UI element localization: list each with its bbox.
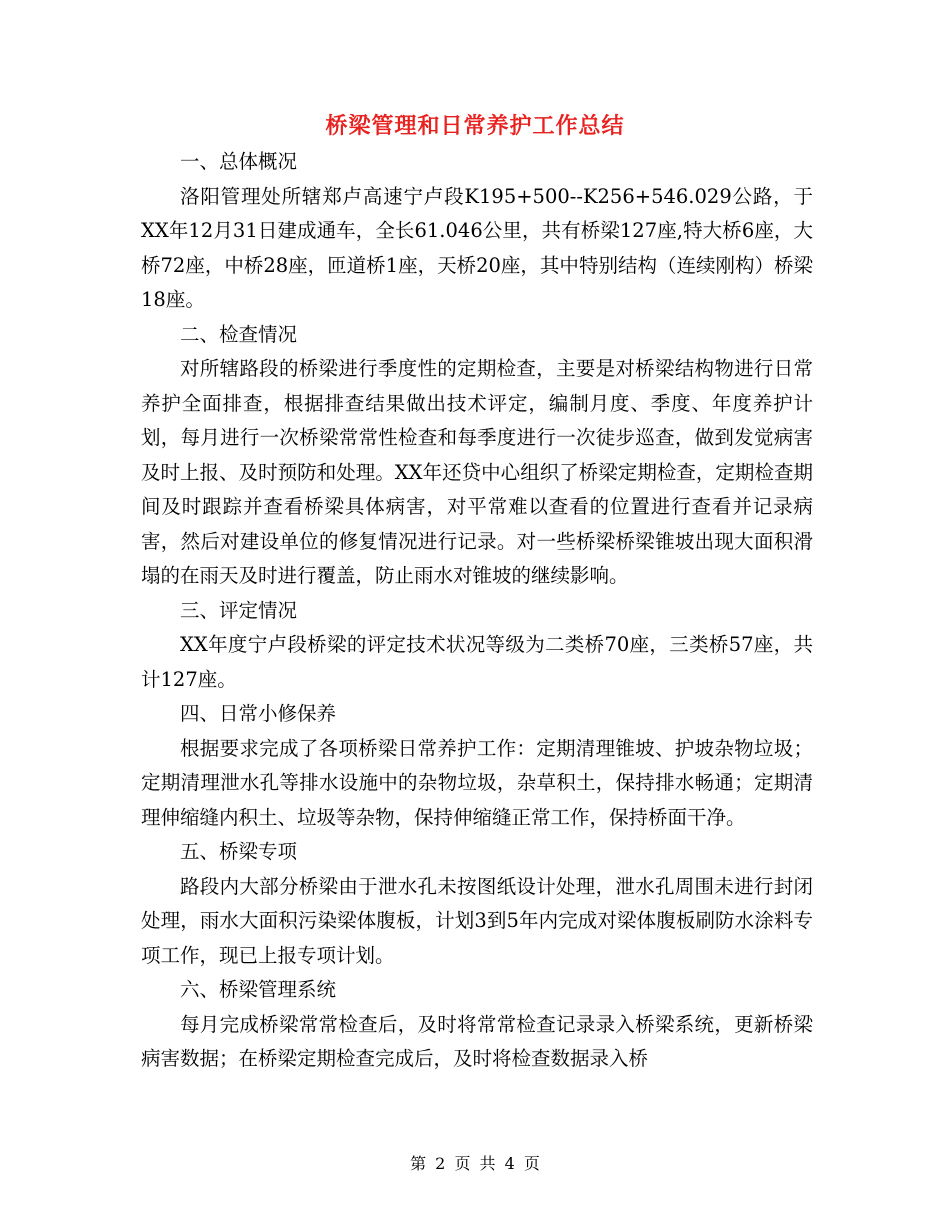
paragraph-maintenance: 根据要求完成了各项桥梁日常养护工作：定期清理锥坡、护坡杂物垃圾；定期清理泄水孔等排水设施中的杂物垃圾，杂草积土，保持排水畅通；定期清理伸缩缝内积土、垃圾等杂物，保持伸缩缝正常工作，保持桥面干净。	[141, 736, 813, 829]
paragraph-overview: 洛阳管理处所辖郑卢高速宁卢段K195+500--K256+546.029公路，于XX年12月31日建成通车，全长61.046公里，共有桥梁127座,特大桥6座，大桥72座，中桥28座，匝道桥1座，天桥20座，其中特别结构（连续刚构）桥梁18座。	[141, 184, 813, 311]
page-number-footer: 第 2 页 共 4 页	[410, 1154, 540, 1173]
document-title: 桥梁管理和日常养护工作总结	[325, 113, 625, 139]
paragraph-inspection: 对所辖路段的桥梁进行季度性的定期检查，主要是对桥梁结构物进行日常养护全面排查，根据排查结果做出技术评定，编制月度、季度、年度养护计划，每月进行一次桥梁常常性检查和每季度进行一次徒步巡查，做到发觉病害及时上报、及时预防和处理。XX年还贷中心组织了桥梁定期检查，定期检查期间及时跟踪并查看桥梁具体病害，对平常难以查看的位置进行查看并记录病害，然后对建设单位的修复情况进行记录。对一些桥梁桥梁锥坡出现大面积滑塌的在雨天及时进行覆盖，防止雨水对锥坡的继续影响。	[141, 357, 813, 587]
section-heading-management-system: 六、桥梁管理系统	[180, 978, 337, 1001]
paragraph-management-system: 每月完成桥梁常常检查后，及时将常常检查记录录入桥梁系统，更新桥梁病害数据；在桥梁定期检查完成后，及时将检查数据录入桥	[141, 1012, 813, 1070]
paragraph-rating: XX年度宁卢段桥梁的评定技术状况等级为二类桥70座，三类桥57座，共计127座。	[141, 633, 813, 691]
section-heading-special-project: 五、桥梁专项	[180, 840, 298, 863]
section-heading-maintenance: 四、日常小修保养	[180, 702, 337, 725]
paragraph-special-project: 路段内大部分桥梁由于泄水孔未按图纸设计处理，泄水孔周围未进行封闭处理，雨水大面积污染梁体腹板，计划3到5年内完成对梁体腹板刷防水涂料专项工作，现已上报专项计划。	[141, 874, 813, 967]
section-heading-rating: 三、评定情况	[180, 598, 298, 622]
document-body	[141, 145, 813, 1077]
section-heading-inspection: 二、检查情况	[180, 322, 298, 346]
section-heading-overview: 一、总体概况	[180, 150, 298, 173]
